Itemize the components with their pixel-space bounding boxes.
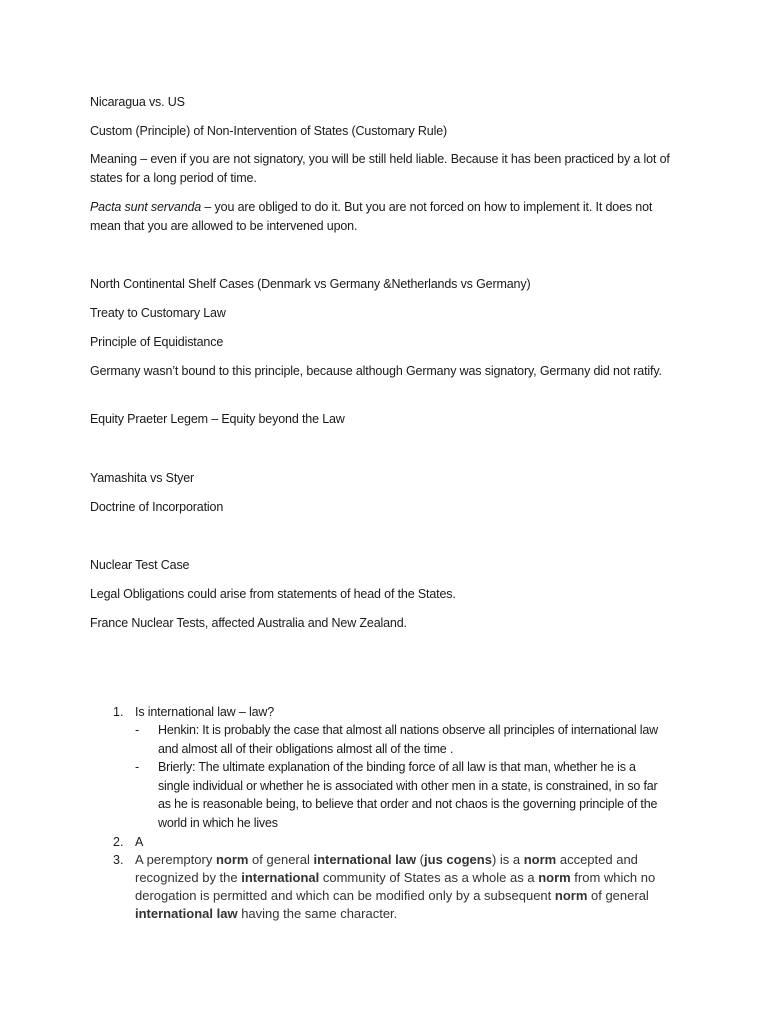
- bold-international-law: international law: [313, 852, 417, 867]
- pacta-italic: Pacta sunt servanda: [90, 200, 202, 214]
- list-number-3: 3.: [113, 853, 124, 867]
- equity-line: Equity Praeter Legem – Equity beyond the Law: [90, 412, 345, 426]
- bold-jus-cogens: jus cogens: [424, 852, 492, 867]
- list-item-2: A: [135, 835, 144, 849]
- case-title-nicaragua: Nicaragua vs. US: [90, 95, 185, 109]
- bold-norm: norm: [554, 888, 588, 903]
- list-number-1: 1.: [113, 705, 124, 719]
- germany-paragraph: Germany wasn’t bound to this principle, because although Germany was signatory, Germany did not ratify.: [90, 364, 662, 378]
- doctrine-line: Doctrine of Incorporation: [90, 500, 224, 514]
- list-item-3: A peremptory norm of general international law (jus cogens) is a norm accepted and recognized by the international community of States as a whole as a norm from which no derogation is permitted and which can be modified only by a subsequent norm of general international law having the same character.: [135, 852, 656, 921]
- equidistance-line: Principle of Equidistance: [90, 335, 224, 349]
- sub-dash-henkin: -: [135, 723, 140, 737]
- obligations-line: Legal Obligations could arise from statements of head of the States.: [90, 587, 456, 601]
- bold-norm: norm: [538, 870, 571, 885]
- sub-item-brierly: Brierly: The ultimate explanation of the binding force of all law is that man, whether he is a single individual or whether he is associated with other men in a state, is constrained, in so far as he is reasonable being, to believe that order and not chaos is the governing principle of the world in which he lives: [158, 760, 658, 830]
- bold-international-law: international law: [135, 906, 238, 921]
- list-number-2: 2.: [113, 835, 124, 849]
- custom-principle-line: Custom (Principle) of Non-Intervention of States (Customary Rule): [90, 124, 448, 138]
- france-line: France Nuclear Tests, affected Australia and New Zealand.: [90, 616, 407, 630]
- sub-item-henkin: Henkin: It is probably the case that almost all nations observe all principles of international law and almost all of their obligations almost all of the time .: [158, 723, 658, 756]
- case-title-nuclear: Nuclear Test Case: [90, 558, 190, 572]
- case-title-north-continental: North Continental Shelf Cases (Denmark vs Germany &Netherlands vs Germany): [90, 277, 531, 291]
- bold-norm: norm: [523, 852, 557, 867]
- case-title-yamashita: Yamashita vs Styer: [90, 471, 195, 485]
- pacta-paragraph: [90, 198, 670, 236]
- pacta-text: – you are obliged to do it. But you are not forced on how to implement it. It does not mean that you are allowed to be intervened upon.: [90, 200, 653, 233]
- sub-dash-brierly: -: [135, 760, 140, 774]
- treaty-line: Treaty to Customary Law: [90, 306, 226, 320]
- bold-international: international: [241, 870, 320, 885]
- meaning-paragraph: Meaning – even if you are not signatory, you will be still held liable. Because it has been practiced by a lot of states for a long period of time.: [90, 152, 670, 185]
- list-item-1: Is international law – law?: [135, 705, 275, 719]
- bold-norm: norm: [215, 852, 249, 867]
